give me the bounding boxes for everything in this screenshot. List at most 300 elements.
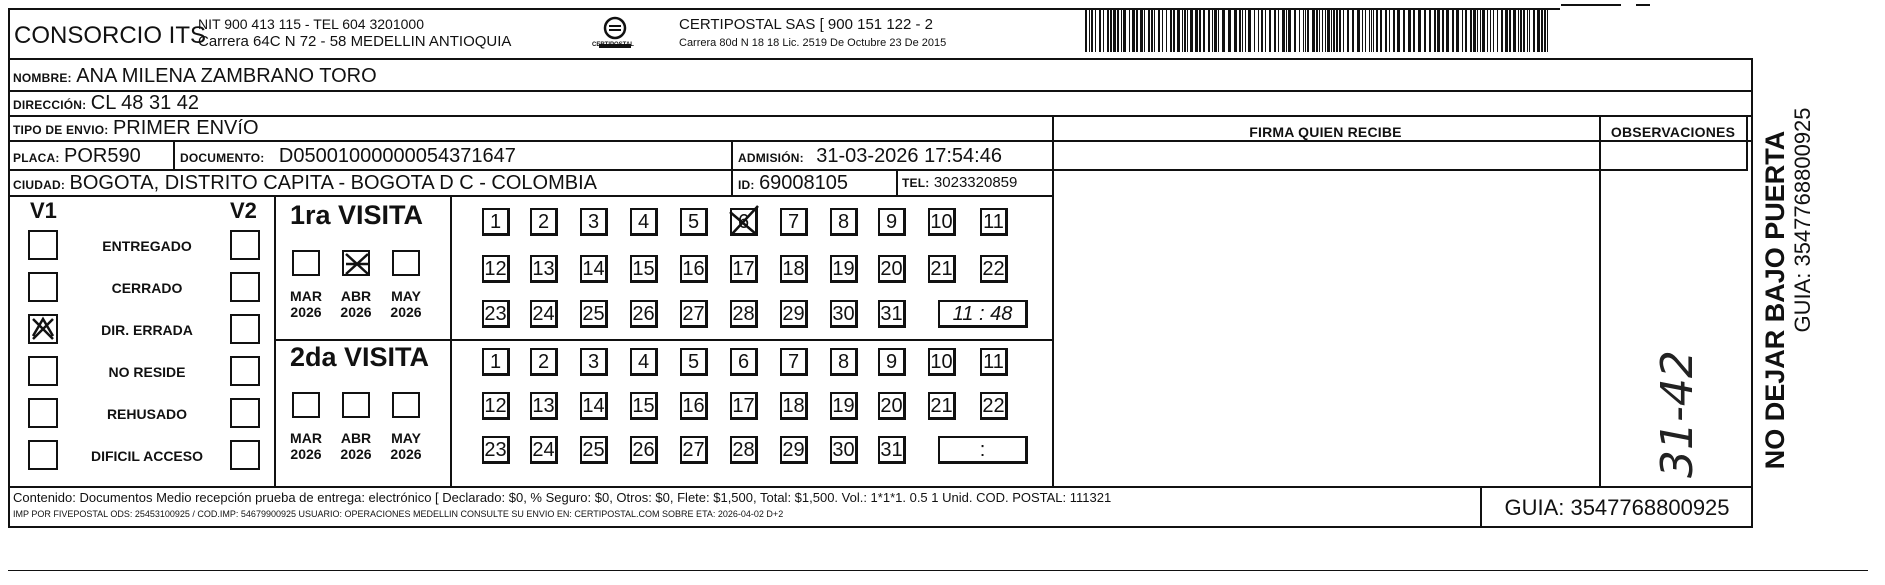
barcode-bar bbox=[1434, 8, 1436, 52]
v2-header: V2 bbox=[230, 198, 257, 223]
barcode-bar bbox=[1151, 8, 1153, 52]
day-number: 24 bbox=[532, 439, 555, 461]
barcode-bar bbox=[1265, 8, 1266, 52]
day-number: 10 bbox=[930, 211, 953, 233]
footer-content: Contenido: Documentos Medio recepción prueba de entrega: electrónico [ Declarado: $0, % Seguro: $0, Otros: $0, Flete: $1,500, Total: $1,500. Vol.: 1*1*1. 0.5 1 Unid. COD. POSTAL: 111321 bbox=[13, 490, 1112, 505]
barcode-bar bbox=[1380, 8, 1382, 52]
company-name: CONSORCIO ITS bbox=[14, 22, 207, 49]
col-line bbox=[173, 141, 175, 169]
day-box[interactable] bbox=[530, 300, 558, 328]
day-box[interactable] bbox=[830, 436, 858, 464]
barcode-bar bbox=[1373, 8, 1374, 52]
col-line bbox=[450, 196, 452, 486]
status-label: NO RESIDE bbox=[108, 364, 186, 380]
day-number: 13 bbox=[532, 395, 555, 417]
barcode-bar bbox=[1487, 8, 1488, 52]
barcode-bar bbox=[1331, 8, 1332, 52]
barcode-bar bbox=[1327, 8, 1330, 52]
day-number: 6 bbox=[737, 351, 750, 373]
day-number: 31 bbox=[880, 303, 903, 325]
day-number: 30 bbox=[832, 303, 855, 325]
day-number: 25 bbox=[582, 439, 605, 461]
row-line bbox=[8, 90, 1753, 92]
barcode-bar bbox=[1187, 8, 1188, 52]
day-box[interactable] bbox=[730, 392, 758, 420]
day-box[interactable] bbox=[482, 348, 510, 376]
placa-label: PLACA: bbox=[13, 151, 60, 165]
company-nit: NIT 900 413 115 - TEL 604 3201000 bbox=[198, 16, 424, 32]
day-number: 22 bbox=[982, 258, 1005, 280]
day-number: 12 bbox=[484, 258, 507, 280]
day-box[interactable] bbox=[630, 436, 658, 464]
barcode-bar bbox=[1286, 8, 1287, 52]
month-year: 2026 bbox=[340, 304, 372, 320]
barcode-bar bbox=[1258, 8, 1259, 52]
day-number: 18 bbox=[782, 395, 805, 417]
day-number: 9 bbox=[885, 211, 898, 233]
day-number: 16 bbox=[682, 258, 705, 280]
day-number: 14 bbox=[582, 395, 605, 417]
placa-value: POR590 bbox=[63, 145, 141, 167]
barcode bbox=[1085, 8, 1550, 52]
day-box[interactable] bbox=[482, 208, 510, 236]
month-label bbox=[284, 288, 328, 320]
barcode-bar bbox=[1166, 8, 1167, 52]
time-box[interactable]: 11 : 48 bbox=[938, 300, 1028, 328]
day-box[interactable] bbox=[580, 300, 608, 328]
month-year: 2026 bbox=[290, 446, 322, 462]
col-line bbox=[1746, 116, 1748, 169]
nombre-value: ANA MILENA ZAMBRANO TORO bbox=[76, 65, 377, 87]
day-box[interactable] bbox=[630, 348, 658, 376]
row-line bbox=[8, 115, 1753, 117]
barcode-bar bbox=[1319, 8, 1320, 52]
day-box[interactable] bbox=[780, 348, 808, 376]
barcode-bar bbox=[1376, 8, 1378, 52]
day-number: 29 bbox=[782, 439, 805, 461]
barcode-bar bbox=[1091, 8, 1093, 52]
day-number: 8 bbox=[837, 351, 850, 373]
col-line bbox=[1480, 487, 1482, 528]
barcode-bar bbox=[1369, 8, 1370, 52]
day-box[interactable] bbox=[878, 392, 906, 420]
id-value: 69008105 bbox=[759, 172, 849, 194]
barcode-bar bbox=[1497, 8, 1498, 52]
barcode-bar bbox=[1446, 8, 1449, 52]
day-number: 4 bbox=[637, 211, 650, 233]
day-number: 28 bbox=[732, 303, 755, 325]
documento-field bbox=[180, 145, 516, 168]
day-box[interactable] bbox=[482, 255, 510, 283]
day-number: 10 bbox=[930, 351, 953, 373]
barcode-bar bbox=[1239, 8, 1241, 52]
barcode-bar bbox=[1218, 8, 1219, 52]
day-box[interactable] bbox=[730, 208, 758, 236]
day-box[interactable] bbox=[878, 436, 906, 464]
day-number: 5 bbox=[687, 211, 700, 233]
barcode-bar bbox=[1312, 8, 1315, 52]
barcode-bar bbox=[1234, 8, 1237, 52]
month-checkbox[interactable] bbox=[342, 392, 370, 418]
day-box[interactable] bbox=[530, 208, 558, 236]
day-box[interactable] bbox=[780, 208, 808, 236]
day-box[interactable] bbox=[928, 348, 956, 376]
barcode-bar bbox=[1190, 8, 1193, 52]
barcode-bar bbox=[1424, 8, 1426, 52]
month-checkbox[interactable] bbox=[292, 250, 320, 276]
day-number: 21 bbox=[930, 395, 953, 417]
day-number: 9 bbox=[885, 351, 898, 373]
day-box[interactable] bbox=[980, 208, 1008, 236]
barcode-bar bbox=[1303, 8, 1304, 52]
row-line bbox=[274, 339, 1052, 341]
day-box[interactable] bbox=[780, 255, 808, 283]
day-number: 11 bbox=[983, 351, 1004, 373]
barcode-bar bbox=[1208, 8, 1210, 52]
day-box[interactable] bbox=[830, 348, 858, 376]
day-number: 3 bbox=[587, 211, 600, 233]
day-number: 18 bbox=[782, 258, 805, 280]
day-box[interactable] bbox=[680, 208, 708, 236]
barcode-bar bbox=[1437, 8, 1440, 52]
barcode-bar bbox=[1480, 8, 1481, 52]
barcode-bar bbox=[1336, 8, 1338, 52]
barcode-bar bbox=[1316, 8, 1318, 52]
v2-checkbox[interactable] bbox=[230, 272, 260, 302]
day-number: 28 bbox=[732, 439, 755, 461]
day-box[interactable] bbox=[980, 392, 1008, 420]
barcode-bar bbox=[1442, 8, 1444, 52]
barcode-bar bbox=[1389, 8, 1390, 52]
barcode-bar bbox=[1103, 8, 1104, 52]
direccion-field bbox=[13, 92, 199, 115]
day-number: 3 bbox=[587, 351, 600, 373]
day-number: 4 bbox=[637, 351, 650, 373]
day-number: 23 bbox=[484, 439, 507, 461]
barcode-bar bbox=[1371, 8, 1372, 52]
day-box[interactable] bbox=[530, 392, 558, 420]
id-field bbox=[738, 172, 848, 195]
day-number: 1 bbox=[489, 211, 502, 233]
barcode-bar bbox=[1513, 8, 1516, 52]
day-box[interactable] bbox=[980, 255, 1008, 283]
nombre-label: NOMBRE: bbox=[13, 71, 72, 85]
barcode-bar bbox=[1365, 8, 1366, 52]
barcode-bar bbox=[1418, 8, 1421, 52]
row-line bbox=[8, 140, 1753, 142]
day-box[interactable] bbox=[482, 436, 510, 464]
tel-value: 3023320859 bbox=[933, 174, 1018, 191]
day-box[interactable] bbox=[580, 255, 608, 283]
day-box[interactable] bbox=[830, 208, 858, 236]
day-number: 13 bbox=[532, 258, 555, 280]
day-number: 29 bbox=[782, 303, 805, 325]
col-line bbox=[274, 196, 276, 486]
day-box[interactable] bbox=[580, 348, 608, 376]
v1-header: V1 bbox=[30, 198, 57, 223]
company-address: Carrera 64C N 72 - 58 MEDELLIN ANTIOQUIA bbox=[198, 33, 512, 50]
barcode-bar bbox=[1339, 8, 1341, 52]
day-box[interactable] bbox=[630, 255, 658, 283]
status-label: CERRADO bbox=[111, 280, 183, 296]
placa-field bbox=[13, 145, 141, 168]
barcode-bar bbox=[1199, 8, 1201, 52]
barcode-bar bbox=[1184, 8, 1186, 52]
month-checkbox[interactable] bbox=[392, 250, 420, 276]
barcode-bar bbox=[1113, 8, 1116, 52]
v1-checkbox[interactable] bbox=[28, 440, 58, 470]
barcode-bar bbox=[1195, 8, 1198, 52]
barcode-bar bbox=[1089, 8, 1090, 52]
firma-header: FIRMA QUIEN RECIBE bbox=[1249, 124, 1402, 140]
day-number: 27 bbox=[682, 439, 705, 461]
day-box[interactable] bbox=[928, 255, 956, 283]
tipo-envio-value: PRIMER ENVíO bbox=[112, 117, 259, 139]
barcode-bar bbox=[1456, 8, 1459, 52]
tel-label: TEL: bbox=[902, 176, 930, 190]
day-box[interactable] bbox=[530, 436, 558, 464]
direccion-label: DIRECCIÓN: bbox=[13, 98, 87, 112]
day-box[interactable] bbox=[830, 255, 858, 283]
day-box[interactable] bbox=[580, 392, 608, 420]
month-name: MAY bbox=[391, 288, 421, 304]
documento-value: D05001000000054371647 bbox=[278, 145, 516, 167]
admision-field bbox=[738, 145, 1002, 168]
barcode-bar bbox=[1129, 8, 1130, 52]
day-number: 26 bbox=[632, 303, 655, 325]
barcode-bar bbox=[1505, 8, 1508, 52]
nombre-field bbox=[13, 65, 377, 88]
day-box[interactable] bbox=[928, 208, 956, 236]
day-box[interactable] bbox=[878, 208, 906, 236]
barcode-bar bbox=[1462, 8, 1463, 52]
col-line bbox=[1052, 116, 1054, 486]
day-box[interactable] bbox=[928, 392, 956, 420]
row-line bbox=[8, 169, 1748, 171]
day-box[interactable] bbox=[830, 300, 858, 328]
barcode-bar bbox=[1518, 8, 1519, 52]
x-mark-icon bbox=[344, 252, 370, 276]
barcode-bar bbox=[1333, 8, 1335, 52]
month-name: MAR bbox=[290, 430, 322, 446]
day-box[interactable] bbox=[580, 208, 608, 236]
v1-checkbox[interactable] bbox=[28, 398, 58, 428]
barcode-bar bbox=[1523, 8, 1525, 52]
day-box[interactable] bbox=[680, 255, 708, 283]
day-box[interactable] bbox=[780, 392, 808, 420]
col-line bbox=[731, 141, 733, 195]
month-year: 2026 bbox=[390, 446, 422, 462]
barcode-bar bbox=[1123, 8, 1126, 52]
day-box[interactable] bbox=[878, 300, 906, 328]
month-checkbox[interactable] bbox=[342, 250, 370, 276]
barcode-bar bbox=[1278, 8, 1279, 52]
day-number: 6 bbox=[737, 211, 750, 233]
top-right-dash bbox=[1636, 4, 1650, 6]
day-box[interactable] bbox=[878, 348, 906, 376]
ciudad-label: CIUDAD: bbox=[13, 178, 66, 192]
observaciones-header: OBSERVACIONES bbox=[1610, 124, 1736, 140]
day-box[interactable] bbox=[730, 255, 758, 283]
barcode-bar bbox=[1307, 8, 1309, 52]
day-number: 31 bbox=[880, 439, 903, 461]
day-number: 19 bbox=[832, 395, 855, 417]
v1-checkbox[interactable] bbox=[28, 272, 58, 302]
documento-label: DOCUMENTO: bbox=[180, 151, 265, 165]
day-box[interactable] bbox=[680, 436, 708, 464]
row-line bbox=[8, 486, 1753, 488]
v1-checkbox[interactable] bbox=[28, 230, 58, 260]
id-label: ID: bbox=[738, 178, 755, 192]
day-box[interactable] bbox=[530, 255, 558, 283]
barcode-bar bbox=[1245, 8, 1246, 52]
month-label bbox=[384, 288, 428, 320]
footer-guia: GUIA: 3547768800925 bbox=[1504, 495, 1730, 520]
barcode-bar bbox=[1099, 8, 1101, 52]
day-number: 17 bbox=[732, 258, 755, 280]
barcode-bar bbox=[1533, 8, 1535, 52]
barcode-bar bbox=[1154, 8, 1155, 52]
day-box[interactable] bbox=[830, 392, 858, 420]
day-box[interactable] bbox=[780, 436, 808, 464]
barcode-bar bbox=[1490, 8, 1491, 52]
day-box[interactable] bbox=[630, 208, 658, 236]
day-box[interactable] bbox=[630, 392, 658, 420]
footer-tracking: IMP POR FIVEPOSTAL ODS: 25453100925 / COD.IMP: 54679900925 USUARIO: OPERACIONES MEDELLIN CONSULTE SU ENVIO EN: CERTIPOSTAL.COM SOBRE ETA: 2026-04-02 D+2 bbox=[13, 509, 784, 519]
barcode-bar bbox=[1261, 8, 1263, 52]
barcode-bar bbox=[1132, 8, 1135, 52]
day-box[interactable] bbox=[630, 300, 658, 328]
day-box[interactable] bbox=[730, 348, 758, 376]
barcode-bar bbox=[1527, 8, 1528, 52]
v2-checkbox[interactable] bbox=[230, 230, 260, 260]
day-box[interactable] bbox=[980, 348, 1008, 376]
barcode-bar bbox=[1107, 8, 1109, 52]
barcode-bar bbox=[1482, 8, 1485, 52]
day-box[interactable] bbox=[680, 348, 708, 376]
admision-label: ADMISIÓN: bbox=[738, 151, 804, 165]
barcode-bar bbox=[1110, 8, 1112, 52]
day-box[interactable] bbox=[680, 300, 708, 328]
barcode-bar bbox=[1299, 8, 1300, 52]
day-box[interactable] bbox=[780, 300, 808, 328]
x-mark-icon bbox=[30, 316, 56, 342]
day-box[interactable] bbox=[530, 348, 558, 376]
handwritten-obs-text: 31-42 bbox=[1652, 350, 1703, 478]
barcode-bar bbox=[1347, 8, 1349, 52]
month-name: MAY bbox=[391, 430, 421, 446]
visit-title: 2da VISITA bbox=[290, 342, 430, 372]
month-checkbox[interactable] bbox=[292, 392, 320, 418]
barcode-bar bbox=[1352, 8, 1354, 52]
v2-checkbox[interactable] bbox=[230, 440, 260, 470]
day-number: 15 bbox=[632, 395, 655, 417]
day-number: 14 bbox=[582, 258, 605, 280]
tel-field bbox=[902, 174, 1017, 192]
day-number: 20 bbox=[880, 395, 903, 417]
status-label: DIFICIL ACCESO bbox=[90, 448, 203, 464]
barcode-bar bbox=[1203, 8, 1205, 52]
barcode-bar bbox=[1343, 8, 1344, 52]
barcode-bar bbox=[1403, 8, 1405, 52]
status-label: ENTREGADO bbox=[102, 238, 192, 254]
barcode-bar bbox=[1170, 8, 1172, 52]
day-number: 17 bbox=[732, 395, 755, 417]
v2-checkbox[interactable] bbox=[230, 314, 260, 344]
barcode-bar bbox=[1121, 8, 1122, 52]
barcode-bar bbox=[1493, 8, 1494, 52]
barcode-bar bbox=[1173, 8, 1175, 52]
barcode-bar bbox=[1452, 8, 1454, 52]
time-box[interactable]: : bbox=[938, 436, 1028, 464]
day-box[interactable] bbox=[730, 436, 758, 464]
day-number: 8 bbox=[837, 211, 850, 233]
barcode-bar bbox=[1357, 8, 1360, 52]
month-checkbox[interactable] bbox=[392, 392, 420, 418]
x-mark-icon bbox=[726, 204, 762, 238]
v2-checkbox[interactable] bbox=[230, 356, 260, 386]
day-box[interactable] bbox=[580, 436, 608, 464]
status-label: DIR. ERRADA bbox=[101, 322, 193, 338]
day-box[interactable] bbox=[482, 300, 510, 328]
day-number: 27 bbox=[682, 303, 705, 325]
day-number: 15 bbox=[632, 258, 655, 280]
v2-checkbox[interactable] bbox=[230, 398, 260, 428]
barcode-bar bbox=[1362, 8, 1363, 52]
barcode-bar bbox=[1248, 8, 1251, 52]
barcode-bar bbox=[1393, 8, 1395, 52]
day-box[interactable] bbox=[878, 255, 906, 283]
barcode-bar bbox=[1294, 8, 1296, 52]
day-number: 25 bbox=[582, 303, 605, 325]
col-line bbox=[896, 170, 898, 195]
v1-checkbox[interactable] bbox=[28, 314, 58, 344]
v1-checkbox[interactable] bbox=[28, 356, 58, 386]
barcode-bar bbox=[1541, 8, 1543, 52]
day-number: 30 bbox=[832, 439, 855, 461]
day-number: 16 bbox=[682, 395, 705, 417]
barcode-bar bbox=[1413, 8, 1415, 52]
barcode-bar bbox=[1470, 8, 1472, 52]
tipo-envio-label: TIPO DE ENVIO: bbox=[13, 123, 109, 137]
barcode-bar bbox=[1477, 8, 1478, 52]
day-number: 21 bbox=[930, 258, 953, 280]
tipo-envio-field bbox=[13, 117, 259, 140]
barcode-bar bbox=[1182, 8, 1183, 52]
barcode-bar bbox=[1148, 8, 1150, 52]
day-box[interactable] bbox=[730, 300, 758, 328]
barcode-bar bbox=[1501, 8, 1503, 52]
month-name: MAR bbox=[290, 288, 322, 304]
barcode-bar bbox=[1544, 8, 1546, 52]
month-name: ABR bbox=[340, 288, 372, 304]
month-label bbox=[334, 288, 378, 320]
barcode-bar bbox=[1117, 8, 1119, 52]
barcode-bar bbox=[1547, 8, 1548, 52]
barcode-bar bbox=[1085, 8, 1087, 52]
no-dejar-bajo-puerta: NO DEJAR BAJO PUERTA bbox=[1760, 130, 1790, 470]
handwritten-observation bbox=[1600, 300, 1740, 485]
barcode-bar bbox=[1325, 8, 1326, 52]
barcode-bar bbox=[1158, 8, 1160, 52]
day-number: 20 bbox=[880, 258, 903, 280]
barcode-bar bbox=[1465, 8, 1467, 52]
carrier-address: Carrera 80d N 18 18 Lic. 2519 De Octubre 23 De 2015 bbox=[679, 37, 947, 49]
bottom-rule bbox=[8, 570, 1868, 571]
ciudad-field bbox=[13, 172, 597, 195]
day-box[interactable] bbox=[482, 392, 510, 420]
day-box[interactable] bbox=[680, 392, 708, 420]
